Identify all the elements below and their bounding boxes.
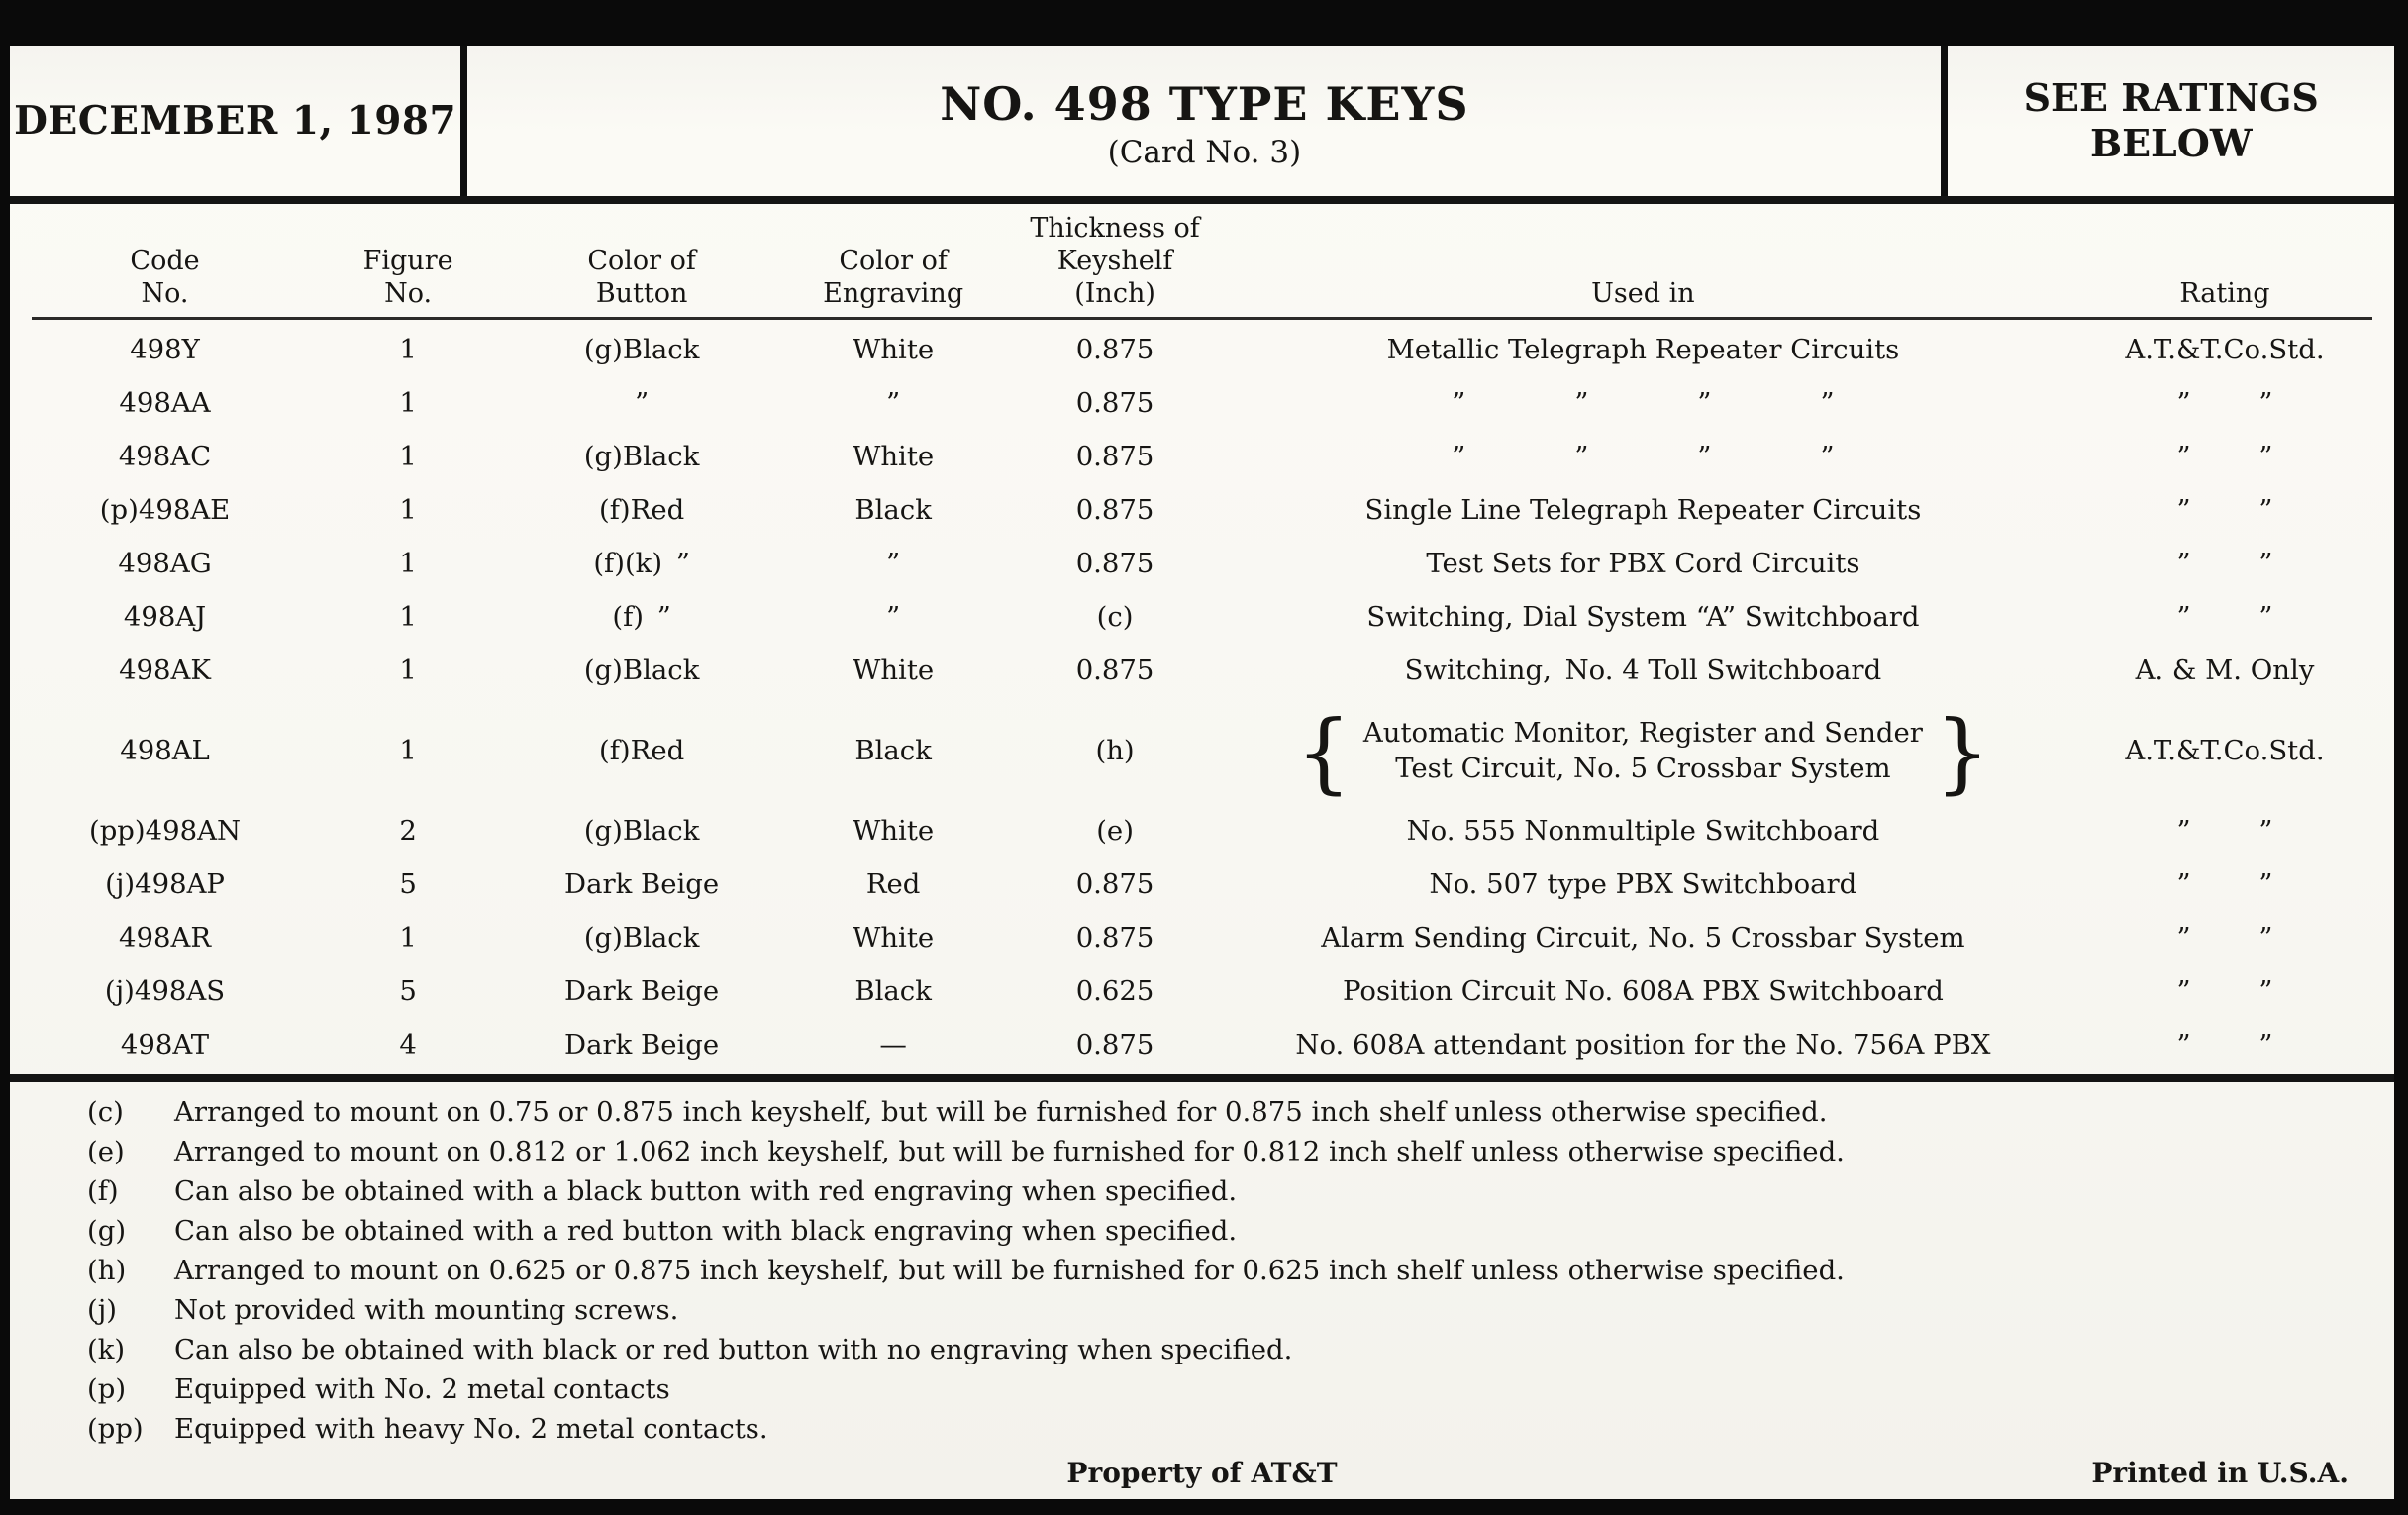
footnote-text: Arranged to mount on 0.75 or 0.875 inch keyshelf, but will be furnished for 0.875 inch shelf unless otherwise specified. [174, 1096, 1828, 1128]
cell-engraving-color: White [853, 441, 935, 472]
cell-used-in: Alarm Sending Circuit, No. 5 Crossbar System [1321, 922, 1965, 954]
cell-button-color: (f)(k) ” [593, 548, 690, 579]
table-row [10, 964, 2394, 1018]
cell-thickness: 0.875 [1075, 655, 1154, 686]
header-band [10, 46, 2394, 196]
cell-code: 498Y [130, 334, 200, 365]
column-header-engraving-color: Color of Engraving [823, 246, 964, 309]
footnote-label: (f) [87, 1175, 119, 1207]
cell-thickness: 0.875 [1075, 868, 1154, 900]
footnote-label: (g) [87, 1215, 127, 1247]
header-ratings-note [1941, 46, 2394, 196]
page-title: NO. 498 TYPE KEYS [940, 77, 1469, 131]
header-title-cell [467, 46, 1941, 196]
footnote-label: (p) [87, 1373, 127, 1405]
table-rows [10, 320, 2394, 1074]
footnote-label: (k) [87, 1334, 126, 1365]
cell-engraving-color: White [853, 815, 935, 847]
table-row [10, 804, 2394, 858]
cell-rating: A.T.&T.Co.Std. [2125, 735, 2325, 766]
footnote-text: Can also be obtained with a black button with red engraving when specified. [174, 1175, 1238, 1207]
cell-figure: 1 [399, 922, 417, 954]
cell-figure: 1 [399, 548, 417, 579]
cell-code: (p)498AE [99, 494, 231, 526]
cell-engraving-color: — [879, 1029, 907, 1060]
cell-button-color: (f)Red [598, 494, 685, 526]
document-card [10, 46, 2394, 1499]
table-row [10, 697, 2394, 804]
column-header-button-color: Color of Button [587, 246, 696, 309]
cell-engraving-color: ” [886, 548, 901, 579]
cell-engraving-color: ” [886, 601, 901, 633]
footnotes [10, 1082, 2394, 1446]
cell-engraving-color: White [853, 334, 935, 365]
footnote [87, 1096, 2364, 1129]
cell-engraving-color: Black [854, 494, 932, 526]
cell-figure: 4 [399, 1029, 417, 1060]
cell-figure: 1 [399, 735, 417, 766]
footnote-text: Equipped with heavy No. 2 metal contacts. [174, 1413, 768, 1445]
table-row [10, 376, 2394, 430]
footnote-text: Not provided with mounting screws. [174, 1294, 679, 1326]
cell-button-color: ” [635, 387, 650, 419]
cell-engraving-color: Red [865, 868, 921, 900]
cell-engraving-color: Black [854, 975, 932, 1007]
cell-engraving-color: ” [886, 387, 901, 419]
cell-thickness: (c) [1096, 601, 1134, 633]
cell-used-in: Metallic Telegraph Repeater Circuits [1386, 334, 1900, 365]
cell-rating: ” ” [2176, 601, 2273, 633]
cell-thickness: (e) [1096, 815, 1134, 847]
cell-figure: 5 [399, 868, 417, 900]
table-row [10, 483, 2394, 537]
table-row [10, 644, 2394, 697]
cell-code: 498AA [119, 387, 211, 419]
cell-code: 498AL [120, 735, 210, 766]
footnote [87, 1334, 2364, 1366]
footer [10, 1453, 2394, 1494]
cell-button-color: Dark Beige [564, 975, 720, 1007]
cell-used-in: No. 555 Nonmultiple Switchboard [1406, 815, 1880, 847]
header-date-cell [10, 46, 467, 196]
cell-used-in: Switching, Dial System “A” Switchboard [1366, 601, 1920, 633]
cell-button-color: (f) ” [612, 601, 671, 633]
cell-button-color: (g)Black [583, 441, 700, 472]
cell-thickness: 0.875 [1075, 387, 1154, 419]
column-header-code: Code No. [130, 246, 200, 309]
cell-rating: ” ” [2176, 975, 2273, 1007]
cell-figure: 2 [399, 815, 417, 847]
cell-engraving-color: White [853, 655, 935, 686]
cell-figure: 1 [399, 655, 417, 686]
footnote-label: (h) [87, 1255, 127, 1286]
cell-thickness: (h) [1095, 735, 1135, 766]
cell-figure: 1 [399, 494, 417, 526]
cell-code: (j)498AP [105, 868, 225, 900]
cell-rating: ” ” [2176, 494, 2273, 526]
cell-button-color: (g)Black [583, 815, 700, 847]
cell-button-color: (g)Black [583, 655, 700, 686]
ratings-note-line2: BELOW [2089, 121, 2253, 165]
cell-thickness: 0.875 [1075, 334, 1154, 365]
cell-code: (pp)498AN [88, 815, 242, 847]
ratings-note-line1: SEE RATINGS [2023, 75, 2319, 121]
page-subtitle: (Card No. 3) [1107, 135, 1302, 170]
cell-used-in: ” ” ” ” [1452, 441, 1835, 472]
cell-figure: 1 [399, 387, 417, 419]
cell-used-in: { Automatic Monitor, Register and Sender Test Circuit, No. 5 Crossbar System } [1231, 707, 2056, 794]
cell-rating: ” ” [2176, 548, 2273, 579]
cell-used-in: Test Sets for PBX Cord Circuits [1426, 548, 1860, 579]
footnote-text: Equipped with No. 2 metal contacts [174, 1373, 670, 1405]
column-header-used-in: Used in [1591, 278, 1695, 309]
footnote [87, 1136, 2364, 1168]
footnote-label: (pp) [87, 1413, 144, 1445]
cell-code: 498AJ [123, 601, 207, 633]
cell-button-color: (g)Black [583, 334, 700, 365]
cell-used-in: No. 608A attendant position for the No. 756A PBX [1295, 1029, 1991, 1060]
cell-rating: ” ” [2176, 387, 2273, 419]
column-header-keyshelf-thickness: Thickness of Keyshelf (Inch) [1030, 213, 1200, 309]
footnote-text: Can also be obtained with a red button with black engraving when specified. [174, 1215, 1238, 1247]
cell-thickness: 0.875 [1075, 548, 1154, 579]
right-brace: } [1934, 701, 1990, 803]
footnote [87, 1215, 2364, 1248]
cell-rating: ” ” [2176, 815, 2273, 847]
footnote-text: Can also be obtained with black or red button with no engraving when specified. [174, 1334, 1293, 1365]
cell-figure: 1 [399, 601, 417, 633]
footnote-label: (c) [87, 1096, 124, 1128]
cell-used-in: Single Line Telegraph Repeater Circuits [1364, 494, 1922, 526]
cell-used-in: ” ” ” ” [1452, 387, 1835, 419]
cell-engraving-color: White [853, 922, 935, 954]
cell-rating: A.T.&T.Co.Std. [2125, 334, 2325, 365]
cell-button-color: (f)Red [598, 735, 685, 766]
cell-rating: ” ” [2176, 1029, 2273, 1060]
cell-thickness: 0.875 [1075, 922, 1154, 954]
cell-button-color: Dark Beige [564, 868, 720, 900]
cell-figure: 5 [399, 975, 417, 1007]
footnote [87, 1373, 2364, 1406]
table-row [10, 858, 2394, 911]
table-row [10, 537, 2394, 590]
footnote-label: (j) [87, 1294, 117, 1326]
footnote-label: (e) [87, 1136, 125, 1167]
cell-figure: 1 [399, 441, 417, 472]
cell-figure: 1 [399, 334, 417, 365]
cell-button-color: Dark Beige [564, 1029, 720, 1060]
cell-thickness: 0.625 [1075, 975, 1154, 1007]
cell-code: 498AG [118, 548, 212, 579]
footnote-text: Arranged to mount on 0.625 or 0.875 inch keyshelf, but will be furnished for 0.625 inch shelf unless otherwise specified. [174, 1255, 1845, 1286]
footer-property-note: Property of AT&T [1066, 1457, 1338, 1489]
document-date: DECEMBER 1, 1987 [14, 98, 457, 144]
cell-rating: ” ” [2176, 441, 2273, 472]
cell-code: (j)498AS [104, 975, 226, 1007]
cell-used-in: Switching, No. 4 Toll Switchboard [1404, 655, 1882, 686]
column-header-rating: Rating [2179, 278, 2270, 309]
table-row [10, 1018, 2394, 1071]
cell-thickness: 0.875 [1075, 1029, 1154, 1060]
footnote [87, 1255, 2364, 1287]
cell-engraving-color: Black [854, 735, 932, 766]
column-header-figure: Figure No. [362, 246, 453, 309]
footnote [87, 1294, 2364, 1327]
cell-code: 498AR [118, 922, 212, 954]
table-row [10, 323, 2394, 376]
cell-code: 498AC [118, 441, 212, 472]
cell-code: 498AK [119, 655, 211, 686]
cell-rating: ” ” [2176, 868, 2273, 900]
left-brace: { [1295, 701, 1352, 803]
cell-rating: ” ” [2176, 922, 2273, 954]
footnote-text: Arranged to mount on 0.812 or 1.062 inch keyshelf, but will be furnished for 0.812 inch shelf unless otherwise specified. [174, 1136, 1845, 1167]
cell-used-in: No. 507 type PBX Switchboard [1429, 868, 1857, 900]
column-headers [10, 204, 2394, 317]
cell-rating: A. & M. Only [2135, 655, 2315, 686]
footnote [87, 1413, 2364, 1446]
cell-button-color: (g)Black [583, 922, 700, 954]
footnote [87, 1175, 2364, 1208]
table-bottom-rule [10, 1074, 2394, 1082]
table-row [10, 590, 2394, 644]
cell-thickness: 0.875 [1075, 494, 1154, 526]
table-row [10, 911, 2394, 964]
table-row [10, 430, 2394, 483]
footer-printed-note: Printed in U.S.A. [2091, 1457, 2349, 1489]
cell-used-in: Position Circuit No. 608A PBX Switchboard [1343, 975, 1944, 1007]
header-divider-rule [10, 196, 2394, 204]
cell-thickness: 0.875 [1075, 441, 1154, 472]
cell-code: 498AT [120, 1029, 210, 1060]
